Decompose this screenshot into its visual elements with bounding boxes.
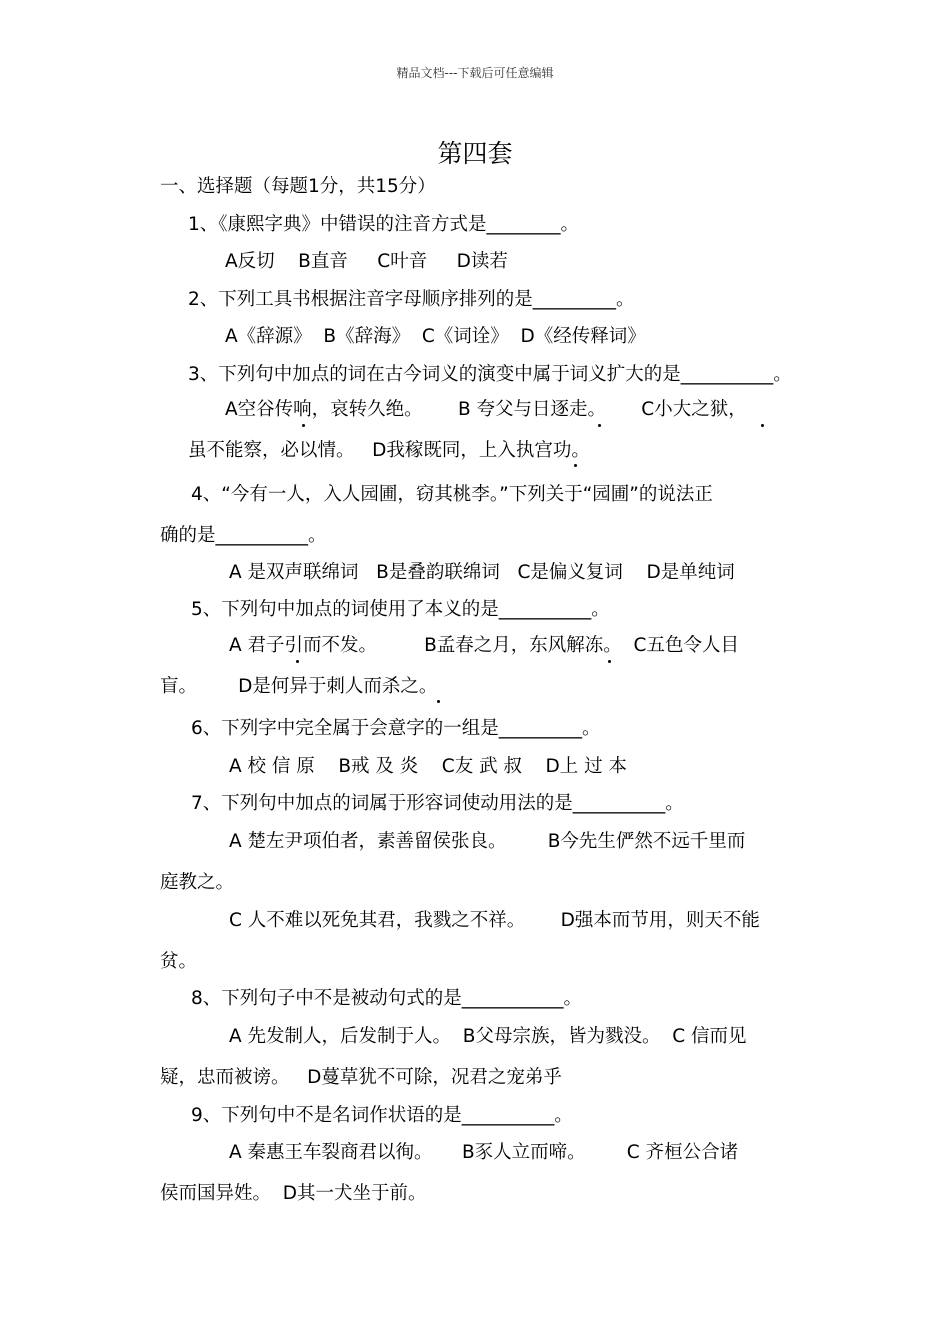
question-1-options: A反切 B直音 C叶音 D读若 bbox=[225, 251, 508, 272]
emphasis-dot bbox=[598, 424, 601, 427]
emphasis-dot bbox=[761, 424, 764, 427]
question-7-options-cont: 庭教之。 bbox=[160, 872, 235, 893]
question-4: 4、“今有一人，入人园圃，窃其桃李。”下列关于“园圃”的说法正 bbox=[191, 484, 713, 505]
question-7-options-line2-cont: 贫。 bbox=[160, 951, 198, 972]
question-8-options: A 先发制人，后发制于人。 B父母宗族，皆为戮没。 C 信而见 bbox=[229, 1026, 747, 1047]
question-4-cont: 确的是__________。 bbox=[160, 525, 327, 546]
page-title: 第四套 bbox=[437, 139, 513, 168]
question-3-options-cont: 虽不能察，必以情。 D我稼既同，上入执宫功。 bbox=[188, 440, 590, 461]
section-heading: 一、选择题（每题1分，共15分） bbox=[160, 176, 436, 197]
emphasis-dot bbox=[302, 424, 305, 427]
question-3: 3、下列句中加点的词在古今词义的演变中属于词义扩大的是__________。 bbox=[188, 364, 792, 385]
emphasis-dot bbox=[296, 660, 299, 663]
question-6-options: A 校 信 原 B戒 及 炎 C友 武 叔 D上 过 本 bbox=[229, 756, 628, 777]
question-1: 1、《康熙字典》中错误的注音方式是________。 bbox=[188, 214, 580, 235]
question-5-options-cont: 盲。 D是何异于刺人而杀之。 bbox=[160, 676, 438, 697]
question-9-options: A 秦惠王车裂商君以徇。 B豕人立而啼。 C 齐桓公合诸 bbox=[229, 1142, 739, 1163]
question-7: 7、下列句中加点的词属于形容词使动用法的是__________。 bbox=[191, 793, 684, 814]
page-header: 精品文档---下载后可任意编辑 bbox=[396, 66, 554, 80]
question-8: 8、下列句子中不是被动句式的是___________。 bbox=[191, 988, 583, 1009]
emphasis-dot bbox=[437, 700, 440, 703]
question-7-options: A 楚左尹项伯者，素善留侯张良。 B今先生俨然不远千里而 bbox=[229, 831, 746, 852]
emphasis-dot bbox=[574, 464, 577, 467]
question-5: 5、下列句中加点的词使用了本义的是__________。 bbox=[191, 599, 610, 620]
question-9-options-cont: 侯而国异姓。 D其一犬坐于前。 bbox=[160, 1183, 427, 1204]
question-5-options: A 君子引而不发。 B孟春之月，东风解冻。 C五色令人目 bbox=[229, 635, 739, 656]
question-3-options: A空谷传响，哀转久绝。 B 夸父与日逐走。 C小大之狱， bbox=[225, 399, 747, 420]
question-2: 2、下列工具书根据注音字母顺序排列的是_________。 bbox=[188, 289, 635, 310]
question-9: 9、下列句中不是名词作状语的是__________。 bbox=[191, 1105, 573, 1126]
question-7-options-line2: C 人不难以死免其君，我戮之不祥。 D强本而节用，则天不能 bbox=[229, 910, 760, 931]
question-6: 6、下列字中完全属于会意字的一组是_________。 bbox=[191, 718, 601, 739]
emphasis-dot bbox=[608, 660, 611, 663]
question-4-options: A 是双声联绵词 B是叠韵联绵词 C是偏义复词 D是单纯词 bbox=[229, 562, 735, 583]
question-2-options: A《辞源》 B《辞海》 C《词诠》 D《经传释词》 bbox=[225, 326, 646, 347]
question-8-options-cont: 疑，忠而被谤。 D蔓草犹不可除，况君之宠弟乎 bbox=[160, 1067, 562, 1088]
